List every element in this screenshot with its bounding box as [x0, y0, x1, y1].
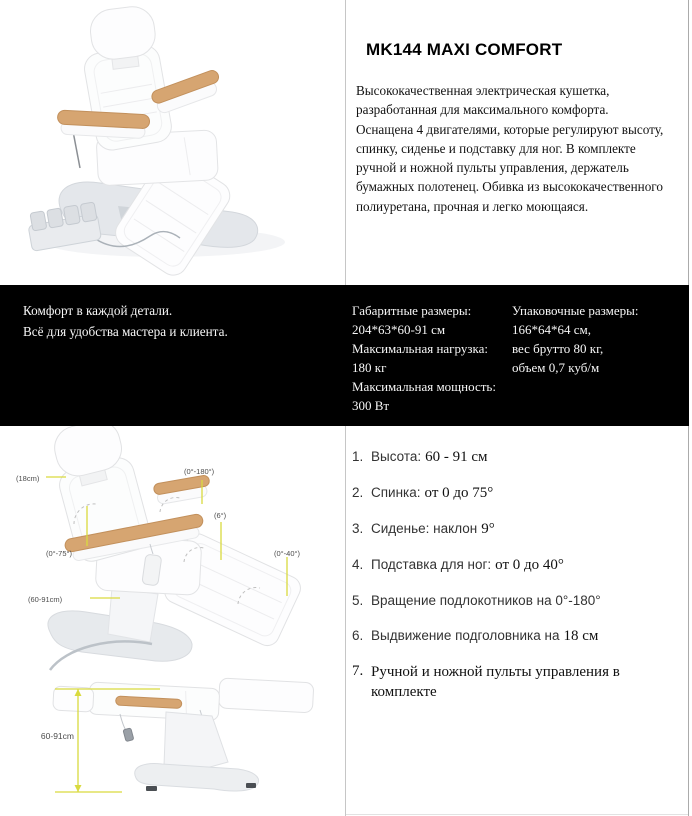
feature-value: 9° [481, 521, 495, 537]
feature-number: 3. [352, 521, 364, 536]
spec-line: 204*63*60-91 см [352, 322, 446, 337]
spec-line: Упаковочные размеры: [512, 303, 639, 318]
spec-line: Максимальная мощность: [352, 379, 496, 394]
spec-line: 166*64*64 см, [512, 322, 591, 337]
technical-drawing [0, 426, 345, 816]
feature-number: 1. [352, 449, 364, 464]
spec-line: Габаритные размеры: [352, 303, 472, 318]
feature-value: от 0 до 40° [495, 557, 564, 573]
slogan-line: Всё для удобства мастера и клиента. [23, 324, 228, 339]
feature-label: Сиденье: наклон [371, 521, 478, 536]
chair2-armrest-right [153, 475, 212, 505]
spec-line: Максимальная нагрузка: [352, 341, 488, 356]
slogan-line: Комфорт в каждой детали. [23, 303, 173, 318]
feature-label: Выдвижение подголовника на [371, 628, 560, 643]
product-description [356, 81, 674, 216]
specs-band [0, 285, 689, 426]
feature-item [352, 519, 660, 539]
technical-drawing-illustration [0, 426, 345, 816]
feature-item [352, 483, 660, 503]
annotation-armrest-rotation: (0°-180°) [184, 467, 215, 476]
packing-column [512, 301, 638, 377]
feature-label: Высота: [371, 449, 422, 464]
description-paragraph: Высококачественная электрическая кушетка, разработанная для максимального комфорта. [356, 83, 610, 118]
feature-number: 4. [352, 557, 364, 572]
annotation-seat-tilt: (6°) [214, 511, 227, 520]
dimensions-column [352, 301, 496, 415]
features-list [352, 447, 660, 718]
spec-line: вес брутто 80 кг, [512, 341, 604, 356]
annotation-backrest-angle: (0°-75°) [46, 549, 73, 558]
annotation-height-range: (60-91cm) [28, 595, 63, 604]
feature-number: 6. [352, 628, 364, 643]
feature-item [352, 662, 660, 702]
page-bottom-border [345, 814, 688, 815]
description-paragraph: Оснащена 4 двигателями, которые регулируют высоту, спинку, сиденье и подставку для ног. В комплекте ручной и ножной пульты управления, держатель бумажных полотенец. Обивка из высококачественного полиуретана, прочная и легко моющаяся. [356, 121, 664, 214]
feature-number: 7. [352, 663, 364, 679]
feature-label: Вращение подлокотников на 0°-180° [371, 593, 601, 608]
feature-number: 2. [352, 485, 364, 500]
spec-line: объем 0,7 куб/м [512, 360, 600, 375]
feature-value: от 0 до 75° [424, 485, 494, 501]
annotation-footrest-angle: (0°-40°) [274, 549, 301, 558]
feature-item [352, 555, 660, 575]
feature-item [352, 626, 660, 646]
feature-value: 18 см [563, 628, 599, 644]
spec-line: 300 Вт [352, 398, 390, 413]
feature-value: 60 - 91 см [425, 449, 488, 465]
header-block [356, 40, 674, 216]
feature-number: 5. [352, 593, 364, 608]
product-photo-illustration [0, 0, 345, 285]
product-photo [0, 0, 345, 285]
feature-item [352, 591, 660, 610]
feature-value: Ручной и ножной пульты управления в комплекте [371, 664, 620, 700]
slogan-column [23, 300, 228, 342]
annotation-headrest-extension: (18cm) [16, 474, 40, 483]
couch-side-view [53, 678, 314, 791]
feature-label: Спинка: [371, 485, 421, 500]
page-title: MK144 MAXI COMFORT [366, 40, 563, 59]
feature-item [352, 447, 660, 467]
height-dimension-label: 60-91cm [40, 731, 74, 741]
feature-label: Подставка для ног: [371, 557, 492, 572]
spec-line: 180 кг [352, 360, 387, 375]
